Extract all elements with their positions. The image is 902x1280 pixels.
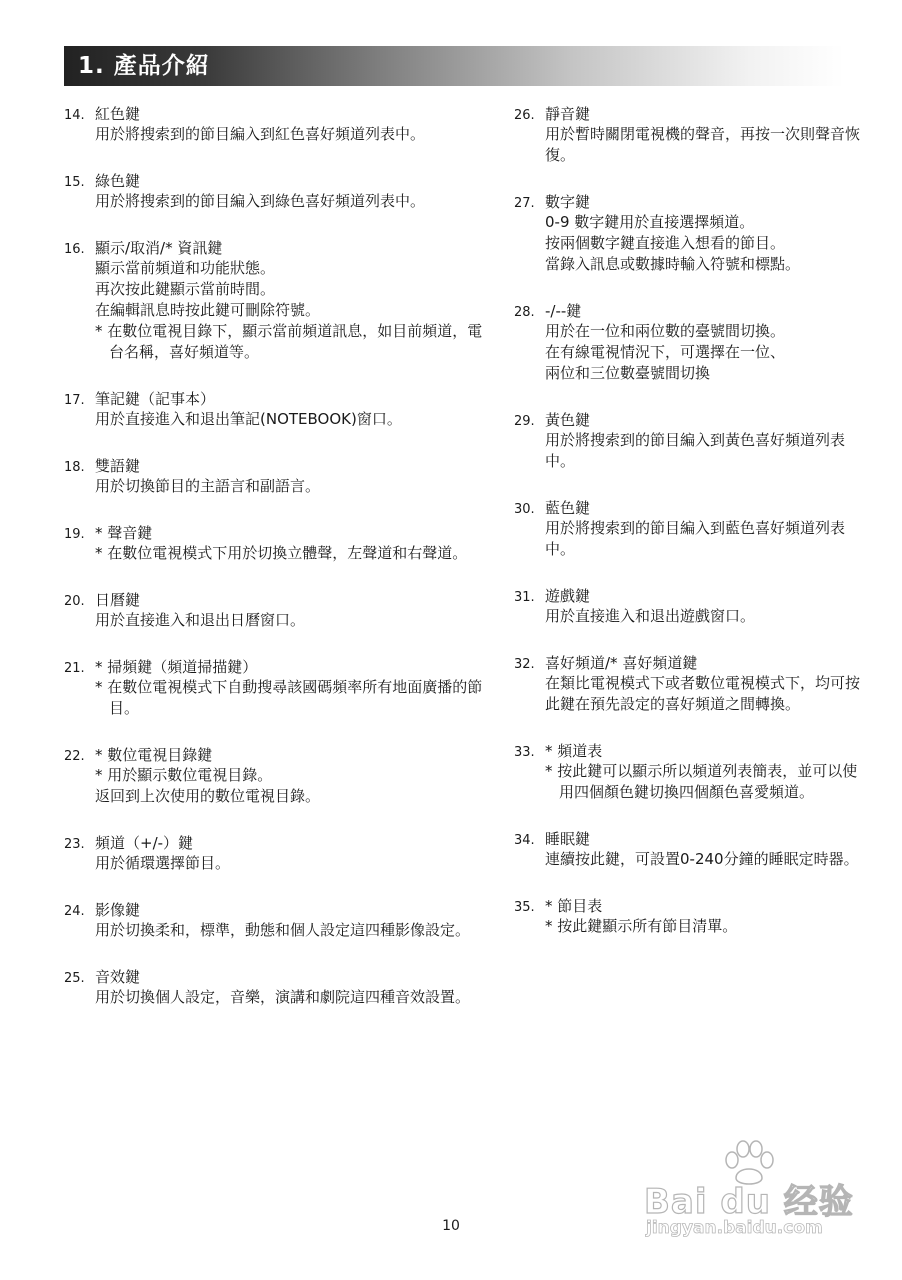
left-column [64, 104, 484, 1034]
key-entry [514, 586, 864, 627]
entry-title: * 掃頻鍵（頻道掃描鍵） [95, 658, 258, 676]
entry-title: 藍色鍵 [545, 499, 591, 517]
key-entry [64, 456, 484, 497]
entry-number: 21. [64, 661, 85, 676]
right-column [514, 104, 864, 963]
entry-description: 用於切換個人設定，音樂，演講和劇院這四種音效設置。 [95, 988, 471, 1006]
entry-description: 在類比電視模式下或者數位電視模式下，均可按此鍵在預先設定的喜好頻道之間轉換。 [545, 674, 861, 713]
entry-number: 35. [514, 900, 535, 915]
section-title: 1. 產品介紹 [78, 53, 210, 79]
entry-description: 用於切換節目的主語言和副語言。 [95, 477, 321, 495]
entry-title: 靜音鍵 [545, 105, 591, 123]
key-entry [514, 741, 864, 803]
entry-number: 23. [64, 837, 85, 852]
entry-number: 20. [64, 594, 85, 609]
entry-note: * 用於顯示數位電視目錄。 [95, 766, 273, 784]
key-entry [514, 192, 864, 275]
entry-description: 再次按此鍵顯示當前時間。 [95, 280, 276, 298]
key-entry [514, 896, 864, 937]
entry-number: 15. [64, 175, 85, 190]
entry-description: 0-9 數字鍵用於直接選擇頻道。 [545, 213, 755, 231]
key-entry [64, 389, 484, 430]
entry-number: 18. [64, 460, 85, 475]
entry-description: 用於直接進入和退出遊戲窗口。 [545, 607, 756, 625]
key-entry [64, 171, 484, 212]
entry-title: 綠色鍵 [95, 172, 141, 190]
key-entry [64, 590, 484, 631]
key-entry [514, 829, 864, 870]
entry-description: 用於將搜索到的節目編入到紅色喜好頻道列表中。 [95, 125, 426, 143]
entry-title: 紅色鍵 [95, 105, 141, 123]
entry-note: * 按此鍵可以顯示所以頻道列表簡表，並可以使用四個顏色鍵切換四個顏色喜愛頻道。 [545, 762, 858, 801]
entry-note: 返回到上次使用的數位電視目錄。 [95, 787, 321, 805]
entry-number: 22. [64, 749, 85, 764]
entry-note: * 在數位電視目錄下，顯示當前頻道訊息，如目前頻道，電台名稱，喜好頻道等。 [95, 322, 483, 361]
entry-title: 影像鍵 [95, 901, 141, 919]
entry-note: * 在數位電視模式下用於切換立體聲，左聲道和右聲道。 [95, 544, 468, 562]
entry-description: 用於直接進入和退出筆記(NOTEBOOK)窗口。 [95, 410, 402, 428]
entry-description: 連續按此鍵，可設置0-240分鐘的睡眠定時器。 [545, 850, 859, 868]
key-entry [514, 653, 864, 715]
entry-number: 28. [514, 305, 535, 320]
entry-title: 日曆鍵 [95, 591, 141, 609]
entry-title: 音效鍵 [95, 968, 141, 986]
entry-description: 按兩個數字鍵直接進入想看的節目。 [545, 234, 786, 252]
key-entry [514, 301, 864, 384]
watermark-brand: Bai du 经验 [644, 1182, 854, 1222]
entry-number: 30. [514, 502, 535, 517]
entry-number: 25. [64, 971, 85, 986]
entry-number: 29. [514, 414, 535, 429]
entry-description: 兩位和三位數臺號間切換 [545, 364, 711, 382]
entry-title: -/--鍵 [545, 302, 582, 320]
entry-number: 34. [514, 833, 535, 848]
key-entry [64, 104, 484, 145]
entry-number: 24. [64, 904, 85, 919]
key-entry [514, 498, 864, 560]
entry-number: 32. [514, 657, 535, 672]
key-entry [64, 745, 484, 807]
entry-number: 27. [514, 196, 535, 211]
key-entry [64, 238, 484, 363]
entry-note: * 在數位電視模式下自動搜尋該國碼頻率所有地面廣播的節目。 [95, 678, 483, 717]
entry-number: 19. [64, 527, 85, 542]
entry-number: 14. [64, 108, 85, 123]
entry-title: 顯示/取消/* 資訊鍵 [95, 239, 223, 257]
key-entry [64, 967, 484, 1008]
entry-note: * 按此鍵顯示所有節目清單。 [545, 917, 738, 935]
watermark-url: jingyan.baidu.com [646, 1218, 823, 1238]
entry-title: * 數位電視目錄鍵 [95, 746, 213, 764]
key-entry [64, 523, 484, 564]
key-entry [514, 410, 864, 472]
entry-description: 用於直接進入和退出日曆窗口。 [95, 611, 306, 629]
entry-description: 當錄入訊息或數據時輸入符號和標點。 [545, 255, 801, 273]
entry-title: 數字鍵 [545, 193, 591, 211]
entry-description: 用於切換柔和，標準，動態和個人設定這四種影像設定。 [95, 921, 471, 939]
entry-title: 睡眠鍵 [545, 830, 591, 848]
entry-description: 在有線電視情況下，可選擇在一位、 [545, 343, 786, 361]
entry-title: * 頻道表 [545, 742, 603, 760]
entry-title: 遊戲鍵 [545, 587, 591, 605]
entry-title: 筆記鍵（記事本） [95, 390, 216, 408]
entry-description: 用於在一位和兩位數的臺號間切換。 [545, 322, 786, 340]
entry-description: 用於將搜索到的節目編入到綠色喜好頻道列表中。 [95, 192, 426, 210]
entry-title: 喜好頻道/* 喜好頻道鍵 [545, 654, 698, 672]
entry-number: 31. [514, 590, 535, 605]
baidu-jingyan-watermark [640, 1140, 860, 1250]
entry-description: 用於將搜索到的節目編入到黃色喜好頻道列表中。 [545, 431, 846, 470]
entry-title: 雙語鍵 [95, 457, 141, 475]
entry-title: 黃色鍵 [545, 411, 591, 429]
entry-description: 用於循環選擇節目。 [95, 854, 231, 872]
entry-number: 16. [64, 242, 85, 257]
entry-title: * 節目表 [545, 897, 603, 915]
entry-description: 用於暫時關閉電視機的聲音，再按一次則聲音恢復。 [545, 125, 861, 164]
entry-number: 17. [64, 393, 85, 408]
entry-title: 頻道（+/-）鍵 [95, 834, 194, 852]
key-entry [64, 900, 484, 941]
entry-description: 顯示當前頻道和功能狀態。 [95, 259, 276, 277]
entry-title: * 聲音鍵 [95, 524, 153, 542]
section-header-bar [64, 46, 844, 86]
entry-number: 33. [514, 745, 535, 760]
key-entry [514, 104, 864, 166]
entry-number: 26. [514, 108, 535, 123]
key-entry [64, 657, 484, 719]
page-number: 10 [442, 1218, 460, 1234]
entry-description: 用於將搜索到的節目編入到藍色喜好頻道列表中。 [545, 519, 846, 558]
key-entry [64, 833, 484, 874]
entry-description: 在編輯訊息時按此鍵可刪除符號。 [95, 301, 321, 319]
